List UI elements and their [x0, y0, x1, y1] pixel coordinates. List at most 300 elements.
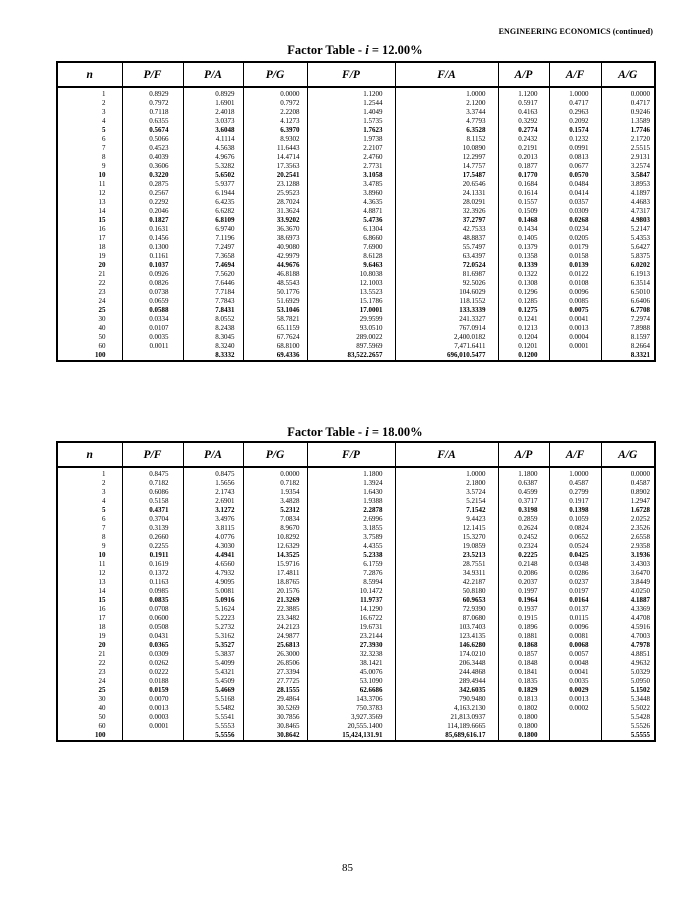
cell-n: 16: [57, 605, 122, 614]
cell-n: 12: [57, 189, 122, 198]
cell-p-a: 7.7843: [183, 297, 243, 306]
cell-a-p: 0.2624: [498, 524, 549, 533]
cell-p-f: 0.0835: [122, 596, 183, 605]
table-row: [57, 315, 655, 324]
cell-a-f: 0.0048: [549, 659, 601, 668]
cell-f-p: 2.2878: [307, 506, 395, 515]
cell-p-f: 0.0188: [122, 677, 183, 686]
cell-f-p: 15.1786: [307, 297, 395, 306]
cell-p-f: 0.0001: [122, 722, 183, 731]
cell-a-p: 0.5917: [498, 99, 549, 108]
cell-n: 3: [57, 108, 122, 117]
table-row: [57, 126, 655, 135]
cell-n: 19: [57, 632, 122, 641]
cell-n: 22: [57, 279, 122, 288]
cell-a-f: 0.2799: [549, 488, 601, 497]
cell-f-a: 72.0524: [395, 261, 498, 270]
cell-p-g: 6.3970: [243, 126, 307, 135]
cell-p-g: 18.8765: [243, 578, 307, 587]
table-row: [57, 306, 655, 315]
cell-p-g: 27.3394: [243, 668, 307, 677]
table-row: [57, 596, 655, 605]
cell-a-p: 0.2148: [498, 560, 549, 569]
cell-a-f: 0.0824: [549, 524, 601, 533]
cell-a-p: 0.1275: [498, 306, 549, 315]
cell-p-a: 5.0081: [183, 587, 243, 596]
cell-a-g: 5.5555: [601, 731, 655, 741]
cell-p-g: 26.3000: [243, 650, 307, 659]
cell-p-a: 5.5482: [183, 704, 243, 713]
cell-p-f: 0.3606: [122, 162, 183, 171]
table-row: [57, 252, 655, 261]
cell-a-p: 0.1557: [498, 198, 549, 207]
cell-f-a: 12.1415: [395, 524, 498, 533]
cell-a-f: 0.0139: [549, 261, 601, 270]
cell-f-a: 7,471.6411: [395, 342, 498, 351]
cell-f-a: 241.3327: [395, 315, 498, 324]
table-row: [57, 479, 655, 488]
cell-p-a: 7.3658: [183, 252, 243, 261]
cell-a-g: 2.9358: [601, 542, 655, 551]
cell-a-f: 0.0197: [549, 587, 601, 596]
cell-p-f: 0.0334: [122, 315, 183, 324]
cell-a-f: 0.0357: [549, 198, 601, 207]
cell-p-f: 0.1827: [122, 216, 183, 225]
cell-p-f: 0.0738: [122, 288, 183, 297]
cell-p-a: 7.4694: [183, 261, 243, 270]
cell-a-g: 7.8988: [601, 324, 655, 333]
table-row: [57, 324, 655, 333]
cell-a-f: 0.0237: [549, 578, 601, 587]
cell-p-g: 10.8292: [243, 533, 307, 542]
cell-a-p: 0.2324: [498, 542, 549, 551]
cell-a-p: 0.1964: [498, 596, 549, 605]
cell-p-a: 5.4099: [183, 659, 243, 668]
cell-f-p: 8.5994: [307, 578, 395, 587]
cell-p-g: 21.3269: [243, 596, 307, 605]
table-row: [57, 117, 655, 126]
cell-p-f: 0.7182: [122, 479, 183, 488]
column-header-a-p: A/P: [498, 62, 549, 87]
cell-f-a: 85,689,616.17: [395, 731, 498, 741]
cell-p-a: 8.3332: [183, 351, 243, 361]
cell-a-g: 0.9246: [601, 108, 655, 117]
cell-p-a: 4.4941: [183, 551, 243, 560]
cell-n: 22: [57, 659, 122, 668]
cell-p-g: 11.6443: [243, 144, 307, 153]
cell-a-f: 0.0122: [549, 270, 601, 279]
cell-f-p: 15,424,131.91: [307, 731, 395, 741]
cell-a-f: 0.0524: [549, 542, 601, 551]
cell-f-a: 9.4423: [395, 515, 498, 524]
cell-a-p: 0.2859: [498, 515, 549, 524]
cell-p-g: 30.8642: [243, 731, 307, 741]
cell-n: 11: [57, 560, 122, 569]
cell-p-f: 0.0431: [122, 632, 183, 641]
cell-f-p: 289.0022: [307, 333, 395, 342]
cell-f-a: 342.6035: [395, 686, 498, 695]
cell-f-p: 23.2144: [307, 632, 395, 641]
cell-n: 2: [57, 99, 122, 108]
cell-n: 60: [57, 722, 122, 731]
cell-a-f: 1.0000: [549, 87, 601, 99]
table-row: [57, 207, 655, 216]
cell-n: 24: [57, 677, 122, 686]
table-row: [57, 261, 655, 270]
cell-f-a: 50.8180: [395, 587, 498, 596]
cell-a-f: 0.0041: [549, 668, 601, 677]
cell-a-f: [549, 731, 601, 741]
table-2-title-var: i: [365, 425, 369, 439]
table-row: [57, 587, 655, 596]
cell-f-a: 4,163.2130: [395, 704, 498, 713]
cell-a-p: 0.1841: [498, 668, 549, 677]
cell-p-a: 1.5656: [183, 479, 243, 488]
cell-f-p: 11.9737: [307, 596, 395, 605]
cell-p-a: 7.8431: [183, 306, 243, 315]
cell-f-p: 10.8038: [307, 270, 395, 279]
cell-f-p: 4.8871: [307, 207, 395, 216]
cell-p-f: 0.0159: [122, 686, 183, 695]
cell-a-f: 0.0164: [549, 596, 601, 605]
column-header-a-g: A/G: [601, 62, 655, 87]
table-row: [57, 677, 655, 686]
cell-a-g: 6.6406: [601, 297, 655, 306]
cell-p-f: 0.0003: [122, 713, 183, 722]
cell-p-g: 24.2123: [243, 623, 307, 632]
cell-p-a: 7.5620: [183, 270, 243, 279]
cell-p-a: 4.7932: [183, 569, 243, 578]
cell-p-a: 4.1114: [183, 135, 243, 144]
cell-f-p: 1.2544: [307, 99, 395, 108]
cell-f-a: 15.3270: [395, 533, 498, 542]
cell-p-g: 17.4811: [243, 569, 307, 578]
cell-p-g: 5.2312: [243, 506, 307, 515]
cell-p-g: 25.6813: [243, 641, 307, 650]
cell-a-f: 0.0158: [549, 252, 601, 261]
cell-p-a: 8.2438: [183, 324, 243, 333]
table-row: [57, 297, 655, 306]
cell-a-f: [549, 722, 601, 731]
cell-p-a: 8.3240: [183, 342, 243, 351]
table-row: [57, 225, 655, 234]
cell-p-a: 6.6282: [183, 207, 243, 216]
cell-f-a: 5.2154: [395, 497, 498, 506]
cell-f-p: 2.4760: [307, 153, 395, 162]
cell-p-a: 5.1624: [183, 605, 243, 614]
cell-p-a: 5.4509: [183, 677, 243, 686]
cell-p-f: 0.0222: [122, 668, 183, 677]
cell-p-a: 4.0776: [183, 533, 243, 542]
page-number: 85: [342, 862, 353, 874]
cell-p-g: 0.0000: [243, 87, 307, 99]
cell-f-a: 103.7403: [395, 623, 498, 632]
cell-a-g: 0.0000: [601, 87, 655, 99]
column-header-p-a: P/A: [183, 442, 243, 467]
cell-n: 25: [57, 686, 122, 695]
cell-p-f: 0.1300: [122, 243, 183, 252]
cell-n: 20: [57, 261, 122, 270]
cell-p-a: 6.8109: [183, 216, 243, 225]
cell-n: 30: [57, 315, 122, 324]
column-header-f-a: F/A: [395, 62, 498, 87]
cell-a-g: 6.7708: [601, 306, 655, 315]
cell-a-g: 4.8851: [601, 650, 655, 659]
cell-n: 30: [57, 695, 122, 704]
cell-a-f: 0.0081: [549, 632, 601, 641]
cell-p-f: 0.1911: [122, 551, 183, 560]
cell-f-a: 289.4944: [395, 677, 498, 686]
cell-a-f: 0.0414: [549, 189, 601, 198]
cell-p-a: 3.6048: [183, 126, 243, 135]
cell-a-g: 5.5022: [601, 704, 655, 713]
table-row: [57, 351, 655, 361]
cell-a-f: 0.2092: [549, 117, 601, 126]
factor-table-12-percent: [56, 61, 656, 362]
cell-n: 40: [57, 324, 122, 333]
cell-p-f: 0.6086: [122, 488, 183, 497]
cell-f-a: 92.5026: [395, 279, 498, 288]
cell-a-g: 6.1913: [601, 270, 655, 279]
cell-a-p: 0.1405: [498, 234, 549, 243]
cell-a-g: 5.0950: [601, 677, 655, 686]
cell-p-a: 5.2732: [183, 623, 243, 632]
cell-f-p: 93.0510: [307, 324, 395, 333]
column-header-f-a: F/A: [395, 442, 498, 467]
cell-a-g: 3.6470: [601, 569, 655, 578]
cell-a-p: 0.1997: [498, 587, 549, 596]
cell-p-g: 0.0000: [243, 467, 307, 479]
cell-f-p: 9.6463: [307, 261, 395, 270]
cell-f-a: 24.1331: [395, 189, 498, 198]
cell-p-f: [122, 731, 183, 741]
table-row: [57, 198, 655, 207]
cell-p-a: 4.3030: [183, 542, 243, 551]
cell-f-a: 1.0000: [395, 87, 498, 99]
cell-n: 6: [57, 135, 122, 144]
cell-p-f: 0.1372: [122, 569, 183, 578]
cell-n: 12: [57, 569, 122, 578]
cell-p-g: 20.1576: [243, 587, 307, 596]
cell-f-p: 3.8960: [307, 189, 395, 198]
cell-p-a: 5.2223: [183, 614, 243, 623]
cell-p-f: 0.2567: [122, 189, 183, 198]
cell-a-f: 0.0234: [549, 225, 601, 234]
cell-a-f: 0.1917: [549, 497, 601, 506]
cell-f-a: 87.0680: [395, 614, 498, 623]
cell-n: 15: [57, 596, 122, 605]
cell-p-f: 0.3139: [122, 524, 183, 533]
cell-f-a: 790.9480: [395, 695, 498, 704]
cell-p-g: 68.8100: [243, 342, 307, 351]
cell-p-a: 5.5556: [183, 731, 243, 741]
cell-f-a: 23.5213: [395, 551, 498, 560]
column-header-f-p: F/P: [307, 442, 395, 467]
cell-a-g: 4.4683: [601, 198, 655, 207]
cell-a-g: 4.5916: [601, 623, 655, 632]
table-row: [57, 569, 655, 578]
table-header-row: [57, 62, 655, 87]
cell-a-g: 1.3589: [601, 117, 655, 126]
cell-a-f: 0.0075: [549, 306, 601, 315]
table-row: [57, 731, 655, 741]
cell-p-f: 0.0011: [122, 342, 183, 351]
cell-f-a: 7.1542: [395, 506, 498, 515]
cell-a-g: 4.7978: [601, 641, 655, 650]
table-row: [57, 497, 655, 506]
cell-a-f: 0.0268: [549, 216, 601, 225]
table-row: [57, 171, 655, 180]
cell-p-f: 0.0659: [122, 297, 183, 306]
cell-f-a: 12.2997: [395, 153, 498, 162]
cell-p-g: 53.1046: [243, 306, 307, 315]
cell-n: 6: [57, 515, 122, 524]
cell-a-g: 5.2147: [601, 225, 655, 234]
cell-p-f: 0.3704: [122, 515, 183, 524]
table-row: [57, 650, 655, 659]
cell-f-a: 37.2797: [395, 216, 498, 225]
cell-p-g: 0.7182: [243, 479, 307, 488]
table-row: [57, 189, 655, 198]
cell-p-f: 0.0508: [122, 623, 183, 632]
table-row: [57, 99, 655, 108]
cell-a-p: 0.1241: [498, 315, 549, 324]
cell-f-a: 48.8837: [395, 234, 498, 243]
column-header-a-g: A/G: [601, 442, 655, 467]
cell-p-g: 38.6973: [243, 234, 307, 243]
cell-p-g: 31.3624: [243, 207, 307, 216]
table-row: [57, 614, 655, 623]
table-row: [57, 270, 655, 279]
cell-p-f: 0.1161: [122, 252, 183, 261]
cell-a-f: 0.0425: [549, 551, 601, 560]
cell-p-g: 42.9979: [243, 252, 307, 261]
cell-p-g: 17.3563: [243, 162, 307, 171]
table-2-title-rate: = 18.00%: [368, 425, 423, 439]
cell-f-a: 206.3448: [395, 659, 498, 668]
cell-n: 19: [57, 252, 122, 261]
cell-a-g: 4.9803: [601, 216, 655, 225]
table-1-title-rate: = 12.00%: [368, 43, 423, 57]
table-2-title-prefix: Factor Table -: [287, 425, 366, 439]
cell-a-p: 0.1896: [498, 623, 549, 632]
table-row: [57, 234, 655, 243]
cell-a-f: 0.0029: [549, 686, 601, 695]
cell-a-p: 0.3292: [498, 117, 549, 126]
cell-p-g: 14.4714: [243, 153, 307, 162]
cell-p-g: 14.3525: [243, 551, 307, 560]
cell-n: 23: [57, 668, 122, 677]
cell-n: 100: [57, 731, 122, 741]
cell-a-p: 0.1813: [498, 695, 549, 704]
cell-a-g: 1.6728: [601, 506, 655, 515]
cell-p-g: 12.6329: [243, 542, 307, 551]
cell-a-g: 3.4303: [601, 560, 655, 569]
cell-a-g: 3.8953: [601, 180, 655, 189]
table-row: [57, 216, 655, 225]
cell-a-f: 0.0205: [549, 234, 601, 243]
cell-f-a: 696,010.5477: [395, 351, 498, 361]
cell-a-f: 0.1398: [549, 506, 601, 515]
cell-a-p: 0.1857: [498, 650, 549, 659]
cell-p-a: 5.6502: [183, 171, 243, 180]
cell-p-g: 33.9202: [243, 216, 307, 225]
cell-a-f: 0.0484: [549, 180, 601, 189]
cell-f-p: 14.1290: [307, 605, 395, 614]
cell-p-g: 46.8188: [243, 270, 307, 279]
cell-p-f: 0.0035: [122, 333, 183, 342]
cell-p-g: 69.4336: [243, 351, 307, 361]
table-row: [57, 632, 655, 641]
cell-p-a: 3.4976: [183, 515, 243, 524]
cell-f-p: 29.9599: [307, 315, 395, 324]
cell-a-f: 0.0013: [549, 695, 601, 704]
cell-f-a: 60.9653: [395, 596, 498, 605]
cell-f-a: 42.7533: [395, 225, 498, 234]
cell-p-a: 6.9740: [183, 225, 243, 234]
table-row: [57, 135, 655, 144]
cell-p-a: 5.3527: [183, 641, 243, 650]
cell-a-p: 0.1684: [498, 180, 549, 189]
cell-f-a: 20.6546: [395, 180, 498, 189]
cell-a-f: 0.4587: [549, 479, 601, 488]
table-row: [57, 533, 655, 542]
cell-a-f: 0.0813: [549, 153, 601, 162]
cell-f-p: 3.4785: [307, 180, 395, 189]
cell-f-p: 1.5735: [307, 117, 395, 126]
running-header: ENGINEERING ECONOMICS (continued): [498, 27, 653, 36]
cell-a-f: 0.0652: [549, 533, 601, 542]
cell-f-p: 1.9388: [307, 497, 395, 506]
cell-a-p: 0.1770: [498, 171, 549, 180]
cell-f-a: 42.2187: [395, 578, 498, 587]
cell-f-p: 1.7623: [307, 126, 395, 135]
cell-a-p: 0.1200: [498, 351, 549, 361]
cell-p-g: 20.2541: [243, 171, 307, 180]
cell-a-p: 0.1802: [498, 704, 549, 713]
cell-p-f: 0.7118: [122, 108, 183, 117]
cell-a-g: 4.7003: [601, 632, 655, 641]
cell-p-f: 0.1456: [122, 234, 183, 243]
cell-a-p: 0.1848: [498, 659, 549, 668]
cell-a-f: 0.0348: [549, 560, 601, 569]
cell-a-f: 0.0108: [549, 279, 601, 288]
cell-a-f: 0.0002: [549, 704, 601, 713]
cell-a-p: 0.1937: [498, 605, 549, 614]
cell-p-g: 30.5269: [243, 704, 307, 713]
cell-f-a: 2.1200: [395, 99, 498, 108]
cell-n: 21: [57, 650, 122, 659]
cell-a-g: 4.9632: [601, 659, 655, 668]
cell-f-p: 7.2876: [307, 569, 395, 578]
cell-p-f: 0.0107: [122, 324, 183, 333]
cell-p-a: 7.6446: [183, 279, 243, 288]
cell-p-a: 2.6901: [183, 497, 243, 506]
table-row: [57, 686, 655, 695]
cell-a-g: 2.0252: [601, 515, 655, 524]
cell-p-f: 0.0600: [122, 614, 183, 623]
cell-a-p: 0.1213: [498, 324, 549, 333]
cell-a-g: 6.0202: [601, 261, 655, 270]
cell-a-f: 0.0035: [549, 677, 601, 686]
cell-f-a: 123.4135: [395, 632, 498, 641]
cell-a-f: 0.0991: [549, 144, 601, 153]
cell-f-p: 38.1421: [307, 659, 395, 668]
cell-p-a: 2.1743: [183, 488, 243, 497]
cell-p-g: 8.9670: [243, 524, 307, 533]
table-row: [57, 279, 655, 288]
cell-f-p: 1.4049: [307, 108, 395, 117]
